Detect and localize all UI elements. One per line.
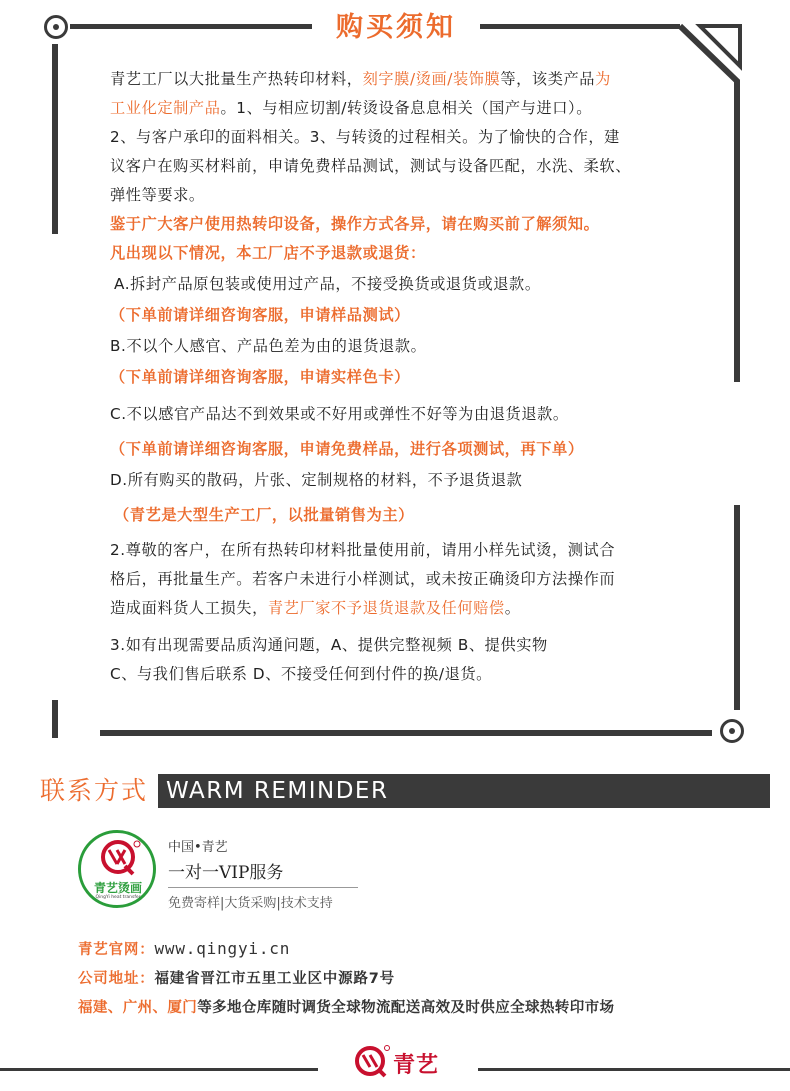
industrial-custom-product: 工业化定制产品	[110, 99, 221, 117]
no-refund-statement: 青艺厂家不予退货退款及任何赔偿	[267, 599, 505, 617]
website-row	[78, 938, 290, 959]
notice-line: 弹性等要求。	[110, 186, 205, 204]
footer-logo-icon	[352, 1043, 392, 1081]
corner-triangle-icon	[670, 18, 750, 90]
notice-content	[110, 65, 670, 689]
address-label: 公司地址：	[78, 971, 155, 987]
warning-line-1: 鉴于广大客户使用热转印设备，操作方式各异，请在购买前了解须知。	[110, 215, 600, 233]
slogan-divider	[168, 887, 358, 888]
logo-sub-text: QingYi heat transfer	[95, 895, 141, 900]
logo-brand-text: 青艺烫画	[93, 881, 142, 895]
notice-paragraph-5-end	[110, 594, 670, 623]
note-a: （下单前请详细咨询客服，申请样品测试）	[110, 306, 410, 324]
text-segment: 等，该类产品	[500, 70, 596, 88]
text-segment: 。	[504, 599, 521, 617]
website-link[interactable]: www.qingyi.cn	[154, 939, 291, 958]
condition-d: D.所有购买的散码，片张、定制规格的材料，不予退货退款	[110, 471, 523, 489]
note-b: （下单前请详细咨询客服，申请实样色卡）	[110, 368, 410, 386]
frame-right-line-top	[734, 80, 740, 382]
notice-line: 3.如有出现需要品质沟通问题，A、提供完整视频 B、提供实物	[110, 636, 548, 654]
frame-left-line-bottom	[52, 700, 58, 738]
warning-line-2: 凡出现以下情况，本工厂店不予退款或退货：	[110, 244, 426, 262]
condition-c: C.不以感官产品达不到效果或不好用或弹性不好等为由退货退款。	[110, 405, 569, 423]
text-segment: 。1、与相应切割/转烫设备息息相关（国产与进口）。	[220, 99, 593, 117]
condition-b: B.不以个人感官、产品色差为由的退货退款。	[110, 337, 427, 355]
frame-bottom-right-circle-icon	[720, 719, 744, 743]
footer-brand: 青艺	[393, 1053, 440, 1078]
contact-title: 联系方式	[40, 776, 149, 805]
frame-top-left-circle-icon	[44, 15, 68, 39]
text-segment: 青艺工厂以大批量生产热转印材料，	[110, 70, 363, 88]
footer-line-left	[0, 1068, 318, 1071]
warehouse-cities: 福建、广州、厦门	[78, 1000, 198, 1016]
note-d: （青艺是大型生产工厂，以批量销售为主）	[114, 506, 414, 524]
qingyi-logo-mark-icon	[87, 838, 149, 880]
website-label: 青艺官网：	[78, 942, 155, 958]
address-value: 福建省晋江市五里工业区中源路7号	[154, 971, 395, 987]
contact-header	[40, 774, 770, 808]
product-types: 刻字膜/烫画/装饰膜	[362, 70, 501, 88]
slogan-china-qingyi: 中国•青艺	[168, 840, 228, 855]
address-row	[78, 967, 395, 988]
notice-line: 格后，再批量生产。若客户未进行小样测试，或未按正确烫印方法操作而	[110, 570, 616, 588]
footer-line-right	[478, 1068, 790, 1071]
frame-left-line-top	[52, 44, 58, 234]
frame-top-right-line	[480, 24, 680, 29]
notice-line: 2.尊敬的客户，在所有热转印材料批量使用前，请用小样先试烫，测试合	[110, 541, 616, 559]
notice-line: C、与我们售后联系 D、不接受任何到付件的换/退货。	[110, 665, 492, 683]
text-segment: 造成面料货人工损失，	[110, 599, 268, 617]
slogan-services: 免费寄样|大货采购|技术支持	[168, 896, 333, 911]
condition-a: A.拆封产品原包装或使用过产品，不接受换货或退货或退款。	[114, 275, 541, 293]
frame-bottom-line	[100, 730, 712, 736]
frame-right-line-bottom	[734, 505, 740, 710]
text-segment: 为	[595, 70, 611, 88]
note-c: （下单前请详细咨询客服，申请免费样品，进行各项测试，再下单）	[110, 440, 584, 458]
warehouse-row	[78, 996, 614, 1017]
notice-line: 2、与客户承印的面料相关。3、与转烫的过程相关。为了愉快的合作，建	[110, 128, 620, 146]
warm-reminder-title: WARM REMINDER	[166, 778, 389, 804]
notice-paragraph-1	[110, 65, 670, 123]
frame-top-left-line	[70, 24, 312, 29]
qingyi-logo	[78, 830, 156, 908]
slogan-vip-service: 一对一VIP服务	[168, 863, 284, 883]
notice-line: 议客户在购买材料前，申请免费样品测试，测试与设备匹配，水洗、柔软、	[110, 157, 631, 175]
warehouse-text: 等多地仓库随时调货全球物流配送高效及时供应全球热转印市场	[197, 1000, 615, 1016]
notice-title: 购买须知	[312, 8, 480, 48]
